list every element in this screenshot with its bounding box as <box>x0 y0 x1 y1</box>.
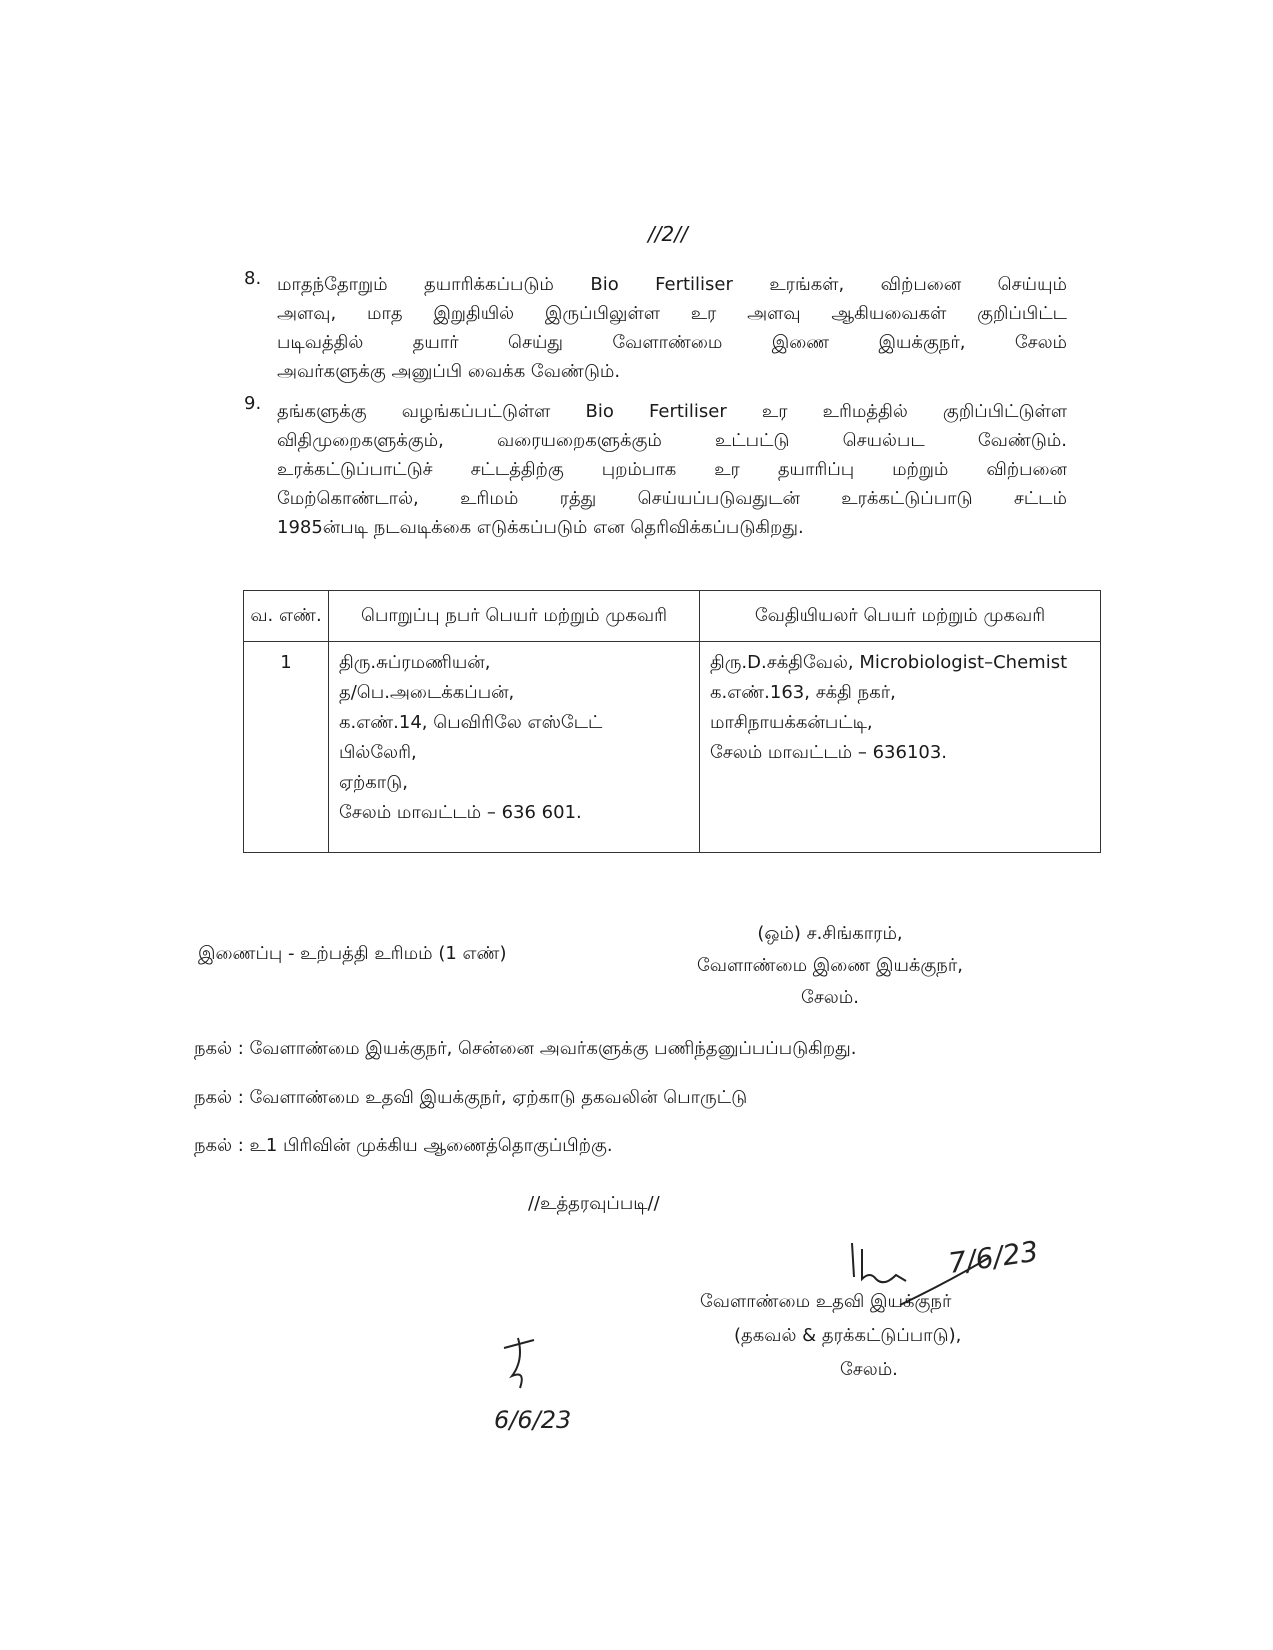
address-line: க.எண்.163, சக்தி நகர், <box>710 682 896 703</box>
copy-line: நகல் : உ1 பிரிவின் முக்கிய ஆணைத்தொகுப்பிற்கு. <box>194 1135 613 1156</box>
paragraph-line: 1985ன்படி நடவடிக்கை எடுக்கப்படும் என தெரிவிக்கப்படுகிறது. <box>277 517 804 538</box>
attester-designation: வேளாண்மை உதவி இயக்குநர் <box>700 1291 952 1312</box>
attester-block <box>700 1285 1030 1387</box>
signatory-block <box>660 918 1000 1014</box>
paragraph-line: மேற்கொண்டால், உரிமம் ரத்து செய்யப்படுவதுடன் உரக்கட்டுப்பாடு சட்டம் <box>277 488 1067 509</box>
paragraph-line: அளவு, மாத இறுதியில் இருப்பிலுள்ள உர அளவு ஆகியவைகள் குறிப்பிட்ட <box>277 303 1067 324</box>
handwritten-initials <box>490 1330 580 1440</box>
header-responsible: பொறுப்பு நபர் பெயர் மற்றும் முகவரி <box>329 591 700 642</box>
cell-responsible <box>329 642 700 853</box>
address-line: பில்லேரி, <box>339 742 417 763</box>
header-chemist: வேதியியலர் பெயர் மற்றும் முகவரி <box>700 591 1101 642</box>
item-paragraph <box>277 397 1067 542</box>
annexure-note: இணைப்பு - உற்பத்தி உரிமம் (1 எண்) <box>198 943 507 964</box>
address-line: திரு.சுப்ரமணியன், <box>339 652 491 673</box>
address-line: சேலம் மாவட்டம் – 636 601. <box>339 802 582 823</box>
paragraph-line: விதிமுறைகளுக்கும், வரையறைகளுக்கும் உட்பட்டு செயல்பட வேண்டும். <box>277 430 1067 451</box>
address-line: சேலம் மாவட்டம் – 636103. <box>710 742 948 763</box>
license-table <box>243 590 1101 853</box>
address-line: த/பெ.அடைக்கப்பன், <box>339 682 515 703</box>
table-row <box>244 642 1101 853</box>
paragraph-line: உரக்கட்டுப்பாட்டுச் சட்டத்திற்கு புறம்பாக உர தயாரிப்பு மற்றும் விற்பனை <box>277 459 1067 480</box>
item-number: 8. <box>244 268 262 289</box>
attester-place: சேலம். <box>840 1359 898 1380</box>
address-line: மாசிநாயக்கன்பட்டி, <box>710 712 873 733</box>
signatory-name: (ஒம்) ச.சிங்காரம், <box>757 923 903 944</box>
header-sno: வ. எண். <box>244 591 329 642</box>
item-paragraph <box>277 270 1067 386</box>
page-marker: //2// <box>648 222 688 246</box>
signature-date: 7/6/23 <box>946 1234 1041 1280</box>
cell-chemist <box>700 642 1101 853</box>
copy-line: நகல் : வேளாண்மை இயக்குநர், சென்னை அவர்களுக்கு பணிந்தனுப்பப்படுகிறது. <box>194 1038 857 1059</box>
initials-date: 6/6/23 <box>494 1406 572 1434</box>
item-number: 9. <box>244 393 262 414</box>
paragraph-line: மாதந்தோறும் தயாரிக்கப்படும் Bio Fertiliser உரங்கள், விற்பனை செய்யும் <box>277 274 1067 295</box>
copy-line: நகல் : வேளாண்மை உதவி இயக்குநர், ஏற்காடு தகவலின் பொருட்டு <box>194 1087 748 1108</box>
address-line: ஏற்காடு, <box>339 772 408 793</box>
paragraph-line: தங்களுக்கு வழங்கப்பட்டுள்ள Bio Fertiliser உர உரிமத்தில் குறிப்பிட்டுள்ள <box>277 401 1067 422</box>
signatory-designation: வேளாண்மை இணை இயக்குநர், <box>697 955 963 976</box>
signatory-place: சேலம். <box>801 987 859 1008</box>
address-line: க.எண்.14, பெவிரிலே எஸ்டேட் <box>339 712 603 733</box>
cell-sno: 1 <box>244 642 329 853</box>
table-header-row <box>244 591 1101 642</box>
order-line: //உத்தரவுப்படி// <box>528 1193 660 1214</box>
paragraph-line: படிவத்தில் தயார் செய்து வேளாண்மை இணை இயக்குநர், சேலம் <box>277 332 1067 353</box>
address-line: திரு.D.சக்திவேல், Microbiologist–Chemist <box>710 652 1068 673</box>
paragraph-line: அவர்களுக்கு அனுப்பி வைக்க வேண்டும். <box>277 361 621 382</box>
attester-section: (தகவல் & தரக்கட்டுப்பாடு), <box>734 1325 962 1346</box>
